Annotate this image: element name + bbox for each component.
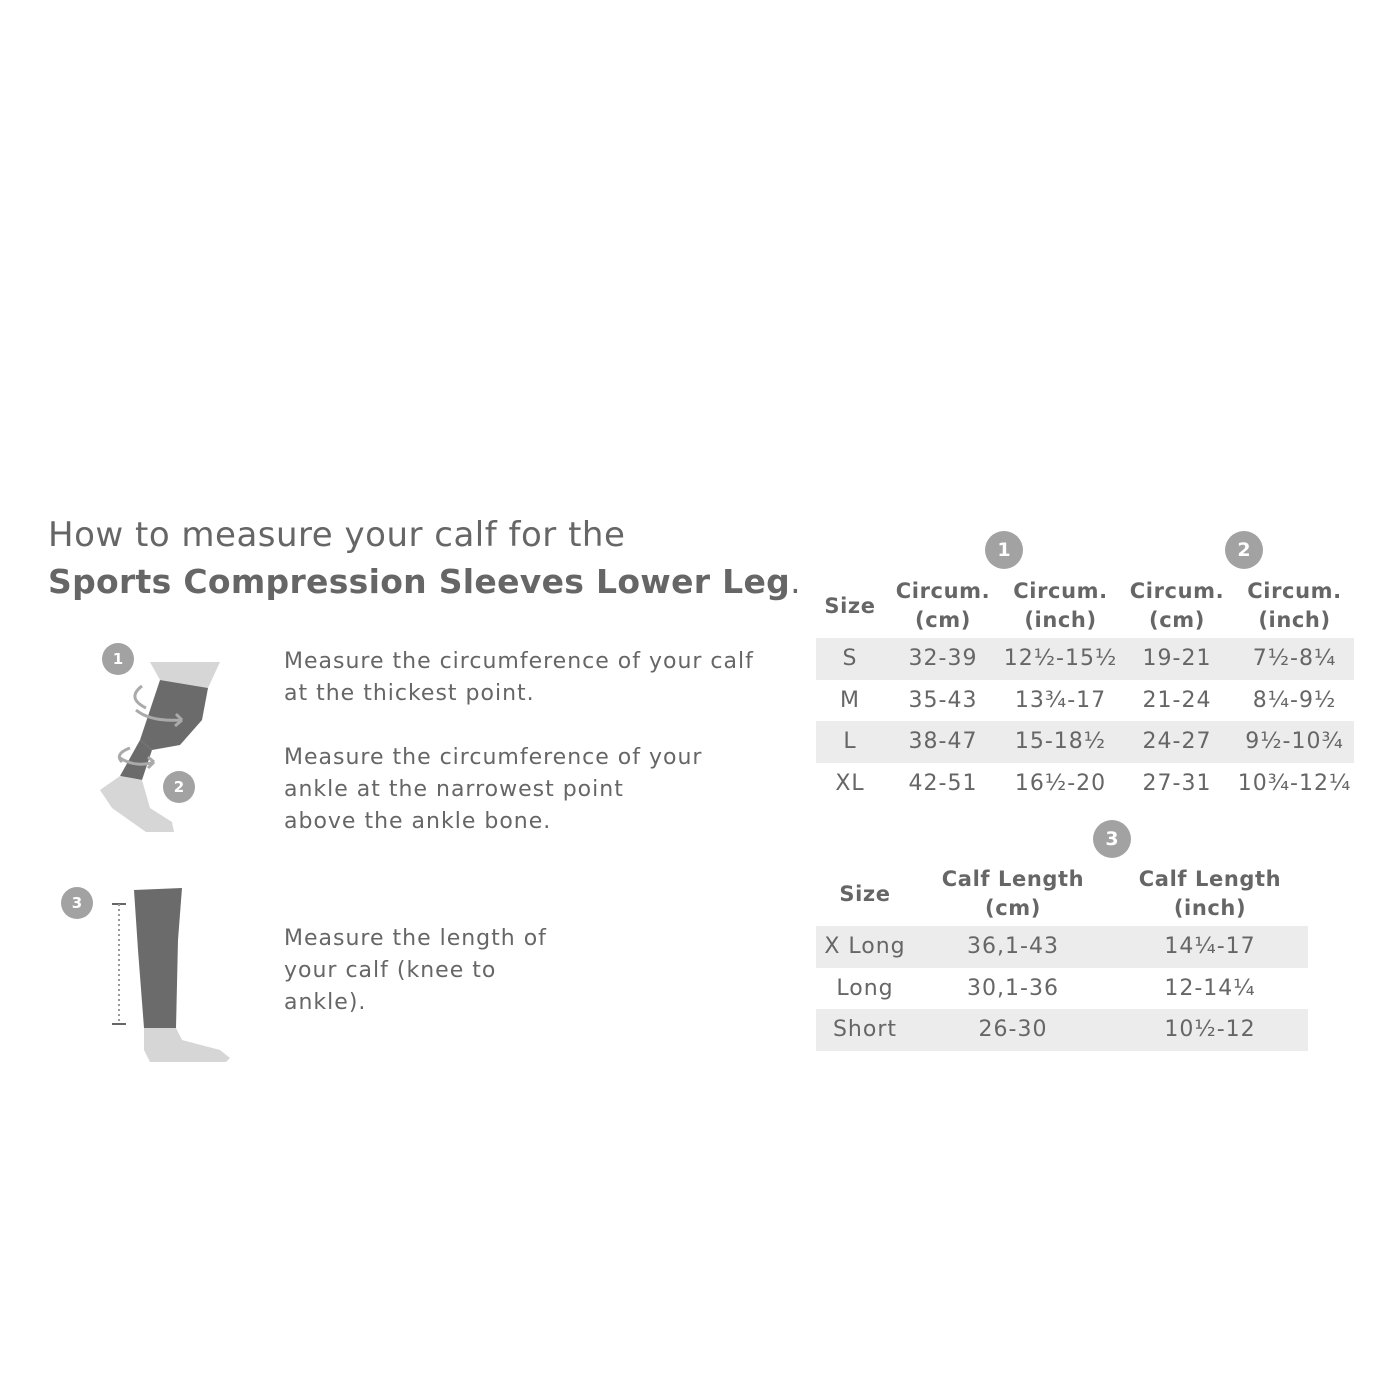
table-cell: 26-30 <box>914 1009 1112 1051</box>
instruction-step-1: Measure the circumference of your calf at the thickest point. <box>284 649 754 706</box>
table-cell: 32-39 <box>884 638 1002 680</box>
badge-1-icon: 1 <box>102 643 134 675</box>
table-cell: 21-24 <box>1142 687 1212 713</box>
table-badge-3-icon: 3 <box>1093 820 1131 858</box>
table-cell: 42-51 <box>908 770 978 796</box>
table-cell: 7½-8¼ <box>1235 638 1354 680</box>
table-badge-1-icon: 1 <box>985 531 1023 569</box>
column-header: Circum. (inch) <box>1247 579 1342 632</box>
table-cell: 35-43 <box>908 687 978 713</box>
table-cell: 24-27 <box>1119 721 1235 763</box>
column-header: Calf Length (cm) <box>941 867 1085 920</box>
calf-length-measure-illustration <box>100 880 240 1070</box>
product-name: Sports Compression Sleeves Lower Leg <box>48 562 791 601</box>
circumference-size-table <box>816 574 1354 804</box>
calf-length-size-table <box>816 862 1308 1051</box>
table-row <box>816 1009 1308 1051</box>
badge-3-icon: 3 <box>61 887 93 919</box>
table-cell: 38-47 <box>884 721 1002 763</box>
table-cell: Long <box>836 975 894 1001</box>
table-row <box>816 763 1354 805</box>
column-header: Size <box>839 881 891 906</box>
table-cell: 16½-20 <box>1014 770 1107 796</box>
instruction-step-3: Measure the length of your calf (knee to ankle). <box>284 926 547 1015</box>
table-row <box>816 968 1308 1010</box>
table-cell: 13¾-17 <box>1014 687 1107 713</box>
table-cell: 14¼-17 <box>1112 926 1308 968</box>
column-header: Circum. (cm) <box>1129 579 1225 632</box>
table-row <box>816 721 1354 763</box>
column-header: Calf Length (inch) <box>1138 867 1282 920</box>
table-badge-2-icon: 2 <box>1225 531 1263 569</box>
table-row <box>816 926 1308 968</box>
table-cell: L <box>816 721 884 763</box>
table-cell: 10¾-12¼ <box>1237 770 1352 796</box>
table-header-row <box>816 862 1308 926</box>
table-cell: 15-18½ <box>1002 721 1119 763</box>
table-cell: 8¼-9½ <box>1252 687 1337 713</box>
column-header: Circum. (cm) <box>895 579 991 632</box>
column-header: Circum. (inch) <box>1013 579 1108 632</box>
heading-line-1: How to measure your calf for the <box>48 515 626 555</box>
table-cell: 27-31 <box>1142 770 1212 796</box>
instruction-step-2: Measure the circumference of your ankle at the narrowest point above the ankle bone. <box>284 745 703 834</box>
table-cell: 19-21 <box>1119 638 1235 680</box>
table-row <box>816 638 1354 680</box>
table-cell: S <box>816 638 884 680</box>
table-cell: 9½-10¾ <box>1235 721 1354 763</box>
table-cell: 30,1-36 <box>967 975 1059 1001</box>
heading-period: . <box>790 562 801 601</box>
table-cell: 12½-15½ <box>1002 638 1119 680</box>
table-cell: 12-14¼ <box>1164 975 1256 1001</box>
table-row <box>816 680 1354 722</box>
table-cell: M <box>840 687 860 713</box>
heading-line-2 <box>48 562 801 601</box>
column-header: Size <box>824 593 876 618</box>
table-cell: X Long <box>816 926 914 968</box>
table-cell: Short <box>816 1009 914 1051</box>
table-header-row <box>816 574 1354 638</box>
badge-2-icon: 2 <box>163 771 195 803</box>
table-cell: 36,1-43 <box>914 926 1112 968</box>
table-cell: 10½-12 <box>1112 1009 1308 1051</box>
table-cell: XL <box>835 770 865 796</box>
